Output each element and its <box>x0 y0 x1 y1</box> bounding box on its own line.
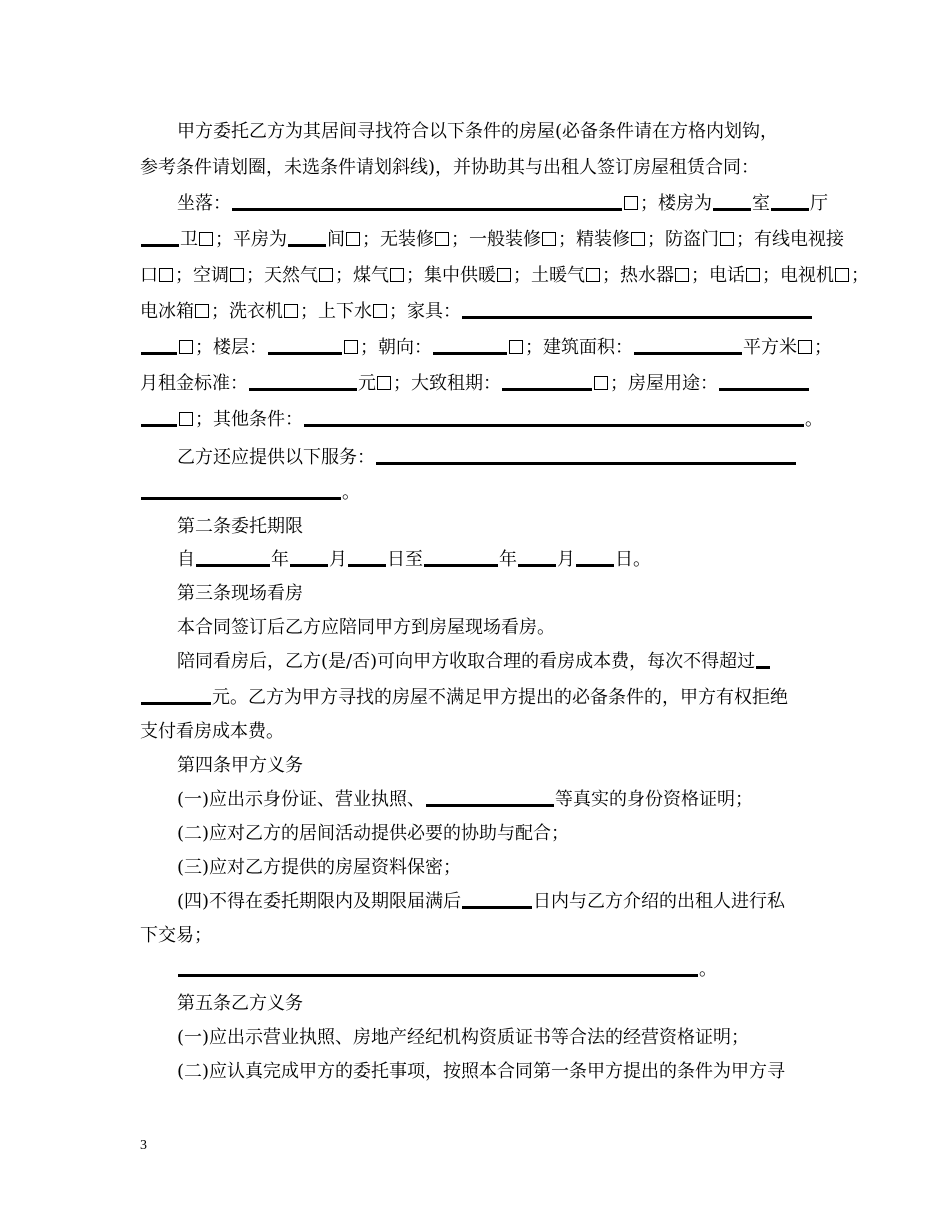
condition-line: 坐落： ；楼房为 室 厅 <box>177 186 810 222</box>
checkbox-icon <box>179 412 193 426</box>
checkbox-icon <box>199 232 213 246</box>
paragraph-line: (二)应对乙方的居间活动提供必要的协助与配合； <box>177 823 570 844</box>
checkbox-icon <box>509 340 523 354</box>
period-line: 自 年 月 日至 年 月 日。 <box>177 542 810 578</box>
condition-line: 卫 ；平房为 间 ；无装修 ；一般装修 ；精装修 ；防盗门 ；有线电视接 <box>140 222 810 258</box>
checkbox-icon <box>377 376 391 390</box>
article-title: 第三条现场看房 <box>177 583 303 604</box>
article-title: 第五条乙方义务 <box>177 993 303 1014</box>
condition-line: ；其他条件： 。 <box>140 402 810 438</box>
paragraph-line: (一)应出示身份证、营业执照、 等真实的身份资格证明； <box>177 782 810 818</box>
checkbox-icon <box>798 340 812 354</box>
checkbox-icon <box>179 340 193 354</box>
checkbox-icon <box>497 268 511 282</box>
service-line: 乙方还应提供以下服务： <box>177 440 810 476</box>
blank-line: 。 <box>177 952 810 988</box>
checkbox-icon <box>675 268 689 282</box>
checkbox-icon <box>230 268 244 282</box>
paragraph-line: (二)应认真完成甲方的委托事项，按照本合同第一条甲方提出的条件为甲方寻 <box>177 1061 786 1082</box>
service-line: 。 <box>140 475 810 511</box>
checkbox-icon <box>284 304 298 318</box>
article-title: 第二条委托期限 <box>177 516 303 537</box>
checkbox-icon <box>594 376 608 390</box>
condition-line: 月租金标准： 元 ；大致租期： ；房屋用途： <box>140 366 810 402</box>
checkbox-icon <box>624 196 638 210</box>
checkbox-icon <box>319 268 333 282</box>
checkbox-icon <box>344 340 358 354</box>
checkbox-icon <box>586 268 600 282</box>
paragraph-line: (一)应出示营业执照、房地产经纪机构资质证书等合法的经营资格证明； <box>177 1027 750 1048</box>
checkbox-icon <box>435 232 449 246</box>
checkbox-icon <box>631 232 645 246</box>
paragraph-line: 元。乙方为甲方寻找的房屋不满足甲方提出的必备条件的，甲方有权拒绝 <box>140 680 810 716</box>
condition-line: ；楼层： ；朝向： ；建筑面积： 平方米 ； <box>140 330 810 366</box>
paragraph-line: 甲方委托乙方为其居间寻找符合以下条件的房屋(必备条件请在方格内划钩， <box>177 121 779 142</box>
checkbox-icon <box>346 232 360 246</box>
paragraph-line: (四)不得在委托期限内及期限届满后 日内与乙方介绍的出租人进行私 <box>177 884 810 920</box>
condition-line: 口 ；空调 ；天然气 ；煤气 ；集中供暖 ；土暖气 ；热水器 ；电话 ；电视机 ； <box>140 265 869 286</box>
checkbox-icon <box>720 232 734 246</box>
paragraph-line: 参考条件请划圈，未选条件请划斜线)，并协助其与出租人签订房屋租赁合同： <box>140 157 760 178</box>
checkbox-icon <box>159 268 173 282</box>
article-title: 第四条甲方义务 <box>177 755 303 776</box>
paragraph-line: (三)应对乙方提供的房屋资料保密； <box>177 857 462 878</box>
checkbox-icon <box>746 268 760 282</box>
checkbox-icon <box>195 304 209 318</box>
paragraph-line: 本合同签订后乙方应陪同甲方到房屋现场看房。 <box>177 617 555 638</box>
paragraph-line: 支付看房成本费。 <box>140 721 284 742</box>
checkbox-icon <box>835 268 849 282</box>
checkbox-icon <box>542 232 556 246</box>
page-number: 3 <box>140 1138 147 1153</box>
paragraph-line: 陪同看房后，乙方(是/否)可向甲方收取合理的看房成本费，每次不得超过 <box>177 644 810 680</box>
paragraph-line: 下交易； <box>140 925 212 946</box>
checkbox-icon <box>373 304 387 318</box>
checkbox-icon <box>390 268 404 282</box>
condition-line: 电冰箱 ；洗衣机 ；上下水 ；家具： <box>140 294 810 330</box>
